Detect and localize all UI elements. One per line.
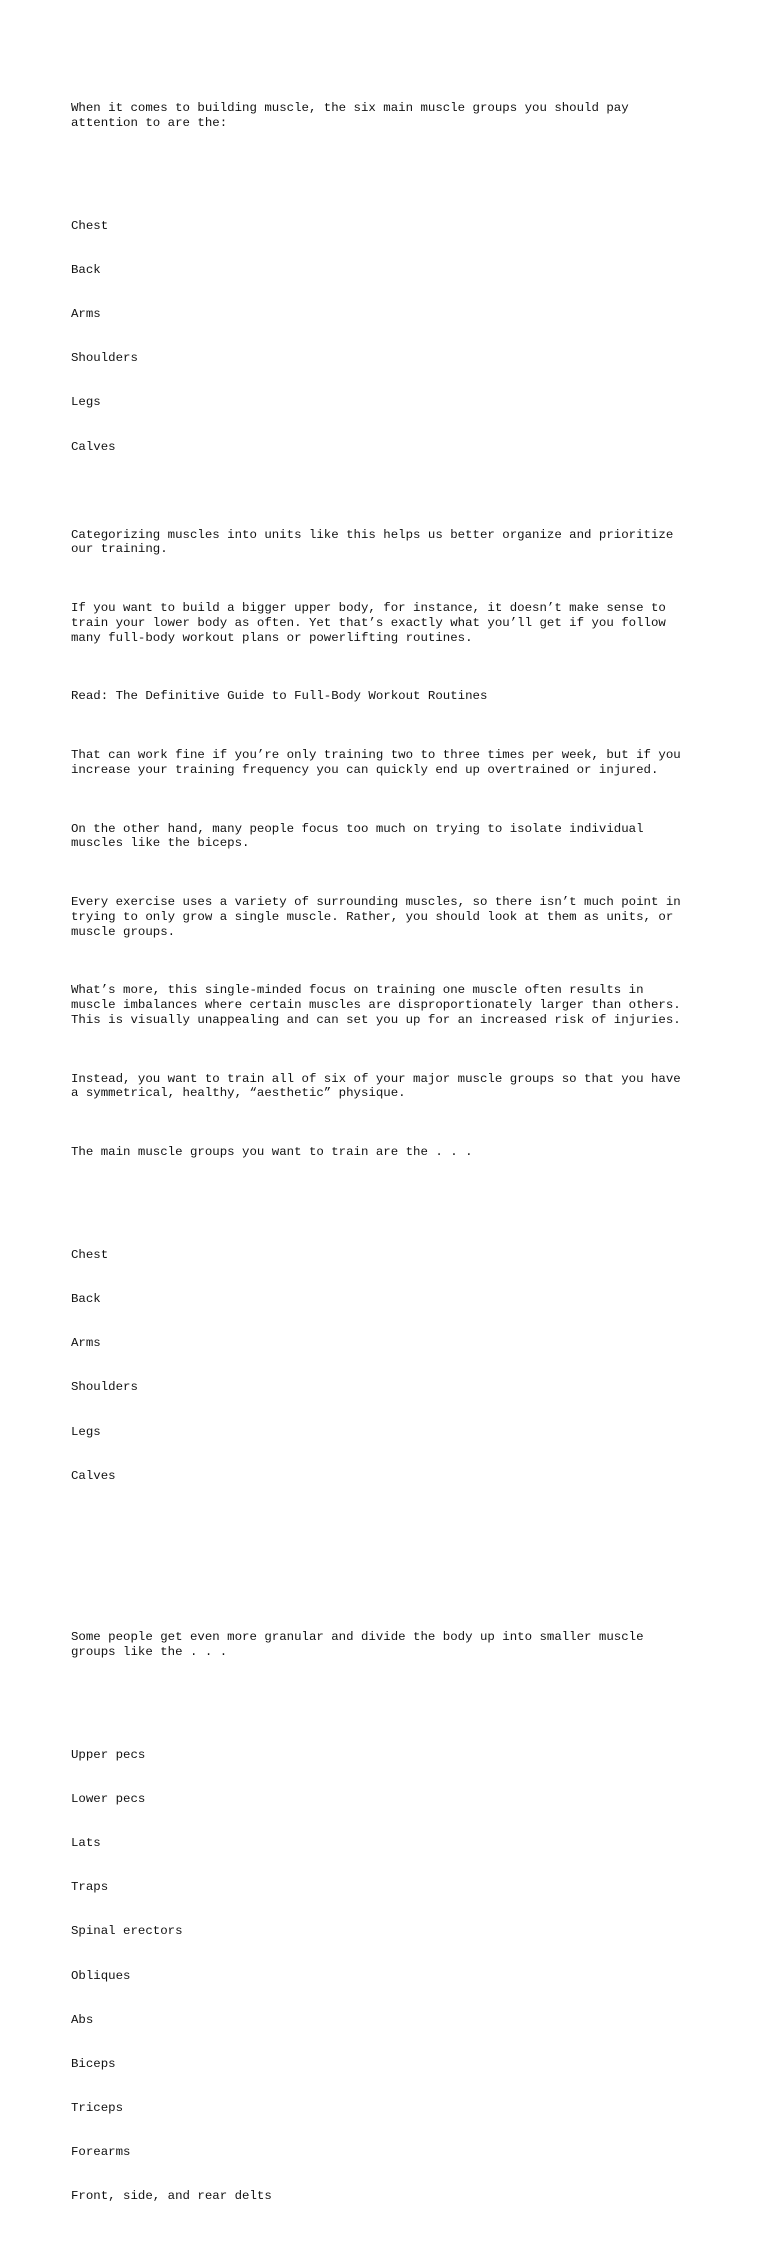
list-item: Triceps <box>71 2100 124 2115</box>
list-item: Back <box>71 1292 101 1307</box>
upper-body-paragraph: If you want to build a bigger upper body, for instance, it doesn’t make sense to train your lower body as often. Yet that’s exactly what you’ll get if you follow many full-body workout plans or powerlifting routines. <box>71 601 666 645</box>
list-item: Shoulders <box>71 351 138 366</box>
list-item: Shoulders <box>71 1380 138 1395</box>
list-item: Upper pecs <box>71 1747 146 1762</box>
list-item: Abs <box>71 2012 94 2027</box>
isolate-paragraph: On the other hand, many people focus too much on trying to isolate individual muscles like the biceps. <box>71 821 644 851</box>
list-item: Forearms <box>71 2144 131 2159</box>
list-item: Front, side, and rear delts <box>71 2189 272 2204</box>
list-item: Chest <box>71 219 109 234</box>
imbalances-paragraph: What’s more, this single-minded focus on training one muscle often results in muscle imbalances where certain muscles are disproportionately larger than others. This is visually unappealing and can set you up for an increased risk of injuries. <box>71 983 681 1027</box>
muscle-group-list-2 <box>71 1219 711 1513</box>
document-page <box>71 72 711 2248</box>
main-groups-paragraph: The main muscle groups you want to train are the . . . <box>71 1145 473 1160</box>
list-item: Legs <box>71 395 101 410</box>
spacer <box>71 1557 711 1586</box>
list-item: Obliques <box>71 1968 131 1983</box>
instead-paragraph: Instead, you want to train all of six of your major muscle groups so that you have a symmetrical, healthy, “aesthetic” physique. <box>71 1071 681 1101</box>
list-item: Lower pecs <box>71 1792 146 1807</box>
list-item: Traps <box>71 1880 109 1895</box>
list-item: Arms <box>71 1336 101 1351</box>
list-item: Biceps <box>71 2056 116 2071</box>
list-item: Legs <box>71 1424 101 1439</box>
read-link-paragraph: Read: The Definitive Guide to Full-Body Workout Routines <box>71 689 488 704</box>
frequency-paragraph: That can work fine if you’re only training two to three times per week, but if you increase your training frequency you can quickly end up overtrained or injured. <box>71 748 681 777</box>
granular-paragraph: Some people get even more granular and divide the body up into smaller muscle groups like the . . . <box>71 1630 644 1660</box>
list-item: Calves <box>71 439 116 454</box>
list-item: Chest <box>71 1248 109 1263</box>
list-item: Back <box>71 263 101 278</box>
intro-paragraph: When it comes to building muscle, the six main muscle groups you should pay attention to are the: <box>71 101 629 131</box>
muscle-group-list-3 <box>71 1719 711 2234</box>
categorizing-paragraph: Categorizing muscles into units like this helps us better organize and prioritize our training. <box>71 527 674 557</box>
list-item: Lats <box>71 1836 101 1851</box>
list-item: Spinal erectors <box>71 1924 183 1939</box>
every-exercise-paragraph: Every exercise uses a variety of surrounding muscles, so there isn’t much point in trying to only grow a single muscle. Rather, you should look at them as units, or muscle groups. <box>71 895 681 939</box>
list-item: Arms <box>71 307 101 322</box>
muscle-group-list-1 <box>71 190 711 484</box>
list-item: Calves <box>71 1468 116 1483</box>
